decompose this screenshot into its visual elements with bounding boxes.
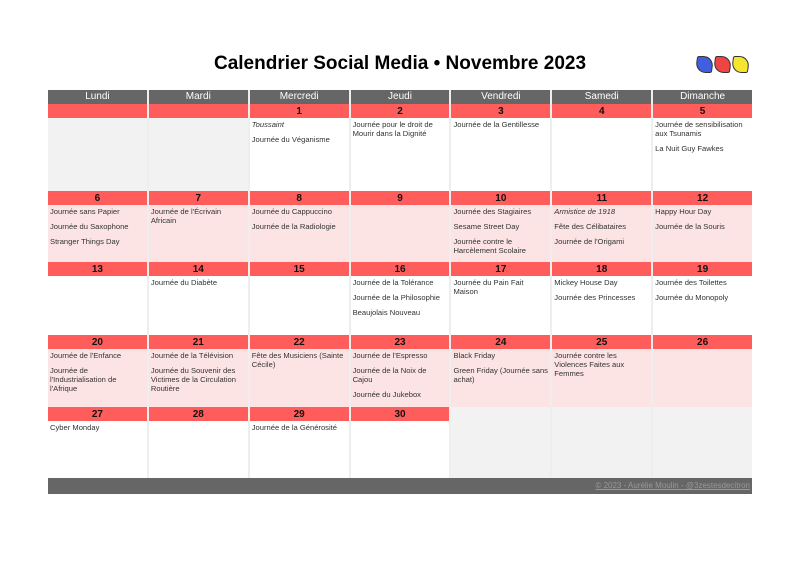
day-events xyxy=(250,349,349,407)
weekday-vendredi: Vendredi xyxy=(449,90,550,104)
day-number: 10 xyxy=(451,191,550,205)
event-item: Journée pour le droit de Mourir dans la Dignité xyxy=(352,120,433,138)
day-events xyxy=(653,276,752,335)
event-item: La Nuit Guy Fawkes xyxy=(655,144,724,153)
event-item: Journée du Monopoly xyxy=(655,293,729,302)
day-number: 21 xyxy=(149,335,248,349)
day-cell xyxy=(550,262,651,335)
day-cell xyxy=(248,104,349,191)
event-item: Happy Hour Day xyxy=(655,207,712,216)
week-row xyxy=(48,335,752,407)
day-events xyxy=(149,421,248,478)
day-events xyxy=(552,349,651,407)
day-body xyxy=(149,118,248,191)
day-number: 17 xyxy=(451,262,550,276)
weekday-lundi: Lundi xyxy=(85,91,110,102)
day-number: 18 xyxy=(552,262,651,276)
day-cell xyxy=(449,104,550,191)
day-cell xyxy=(349,191,450,262)
weekday-jeudi: Jeudi xyxy=(349,90,450,104)
day-cell xyxy=(349,407,450,478)
day-cell xyxy=(449,262,550,335)
day-cell xyxy=(651,191,752,262)
event-item: Journée de l'Origami xyxy=(554,237,625,246)
day-events xyxy=(48,349,147,407)
calendar xyxy=(48,90,752,494)
day-events xyxy=(149,349,248,407)
day-events xyxy=(250,276,349,335)
event-item: Journée contre le Harcèlement Scolaire xyxy=(453,237,527,255)
event-item: Journée de l'Enfance xyxy=(50,351,122,360)
day-events xyxy=(149,205,248,262)
weekday-mercredi: Mercredi xyxy=(248,90,349,104)
weekday-mardi: Mardi xyxy=(147,90,248,104)
event-item: Journée de la Tolérance xyxy=(352,278,434,287)
day-cell xyxy=(550,191,651,262)
event-item: Journée de la Générosité xyxy=(251,423,337,432)
day-cell xyxy=(550,335,651,407)
empty-day-cell xyxy=(550,407,651,478)
event-item: Stranger Things Day xyxy=(50,237,120,246)
yellow-leaf-icon xyxy=(731,56,750,73)
day-number: 5 xyxy=(653,104,752,118)
event-item: Journée de l'Industrialisation de l'Afrique xyxy=(50,366,117,393)
day-cell xyxy=(651,335,752,407)
event-item: Journée du Pain Fait Maison xyxy=(453,278,524,296)
red-leaf-icon xyxy=(713,56,732,73)
event-item: Mickey House Day xyxy=(554,278,618,287)
day-number: 20 xyxy=(48,335,147,349)
day-events xyxy=(351,349,450,407)
day-events xyxy=(250,118,349,191)
weekday-dimanche: Dimanche xyxy=(651,90,752,104)
day-number: 7 xyxy=(149,191,248,205)
day-number-bar xyxy=(48,104,147,118)
event-item: Black Friday xyxy=(453,351,496,360)
event-item: Journée du Souvenir des Victimes de la Circulation Routière xyxy=(150,366,236,393)
day-events xyxy=(351,276,450,335)
event-item: Journée sans Papier xyxy=(50,207,120,216)
day-cell xyxy=(147,407,248,478)
event-item: Journée des Toilettes xyxy=(655,278,727,287)
day-cell xyxy=(550,104,651,191)
event-item: Journée du Diabète xyxy=(150,278,218,287)
day-number: 11 xyxy=(552,191,651,205)
day-events xyxy=(250,421,349,478)
day-number-bar xyxy=(149,104,248,118)
day-events xyxy=(451,205,550,263)
day-events xyxy=(653,349,752,407)
event-item: Journée de la Souris xyxy=(655,222,725,231)
day-cell xyxy=(248,335,349,407)
day-number: 4 xyxy=(552,104,651,118)
day-cell xyxy=(248,191,349,262)
footer xyxy=(48,478,752,494)
empty-day-cell xyxy=(651,407,752,478)
event-item: Journée du Véganisme xyxy=(251,135,330,144)
day-events xyxy=(451,349,550,407)
day-number: 3 xyxy=(451,104,550,118)
event-item: Journée des Princesses xyxy=(554,293,636,302)
day-cell xyxy=(48,335,147,407)
day-events xyxy=(552,276,651,335)
day-number: 14 xyxy=(149,262,248,276)
day-number: 29 xyxy=(250,407,349,421)
day-cell xyxy=(48,262,147,335)
day-events xyxy=(250,205,349,262)
day-cell xyxy=(147,191,248,262)
day-number: 25 xyxy=(552,335,651,349)
day-number: 9 xyxy=(351,191,450,205)
event-item: Journée de sensibilisation aux Tsunamis xyxy=(655,120,743,138)
day-number: 30 xyxy=(351,407,450,421)
day-events xyxy=(351,205,450,262)
event-item: Fête des Musiciens (Sainte Cécile) xyxy=(251,351,344,369)
event-item: Journée du Saxophone xyxy=(50,222,129,231)
empty-day-cell xyxy=(48,104,147,191)
day-cell xyxy=(248,407,349,478)
day-cell xyxy=(48,407,147,478)
day-number: 8 xyxy=(250,191,349,205)
event-item: Cyber Monday xyxy=(50,423,100,432)
blue-leaf-icon xyxy=(695,56,714,73)
day-cell xyxy=(349,104,450,191)
day-number: 28 xyxy=(149,407,248,421)
weekday-header xyxy=(48,90,752,104)
event-item: Green Friday (Journée sans achat) xyxy=(453,366,548,384)
logo xyxy=(696,56,749,73)
day-number: 19 xyxy=(653,262,752,276)
day-cell xyxy=(449,335,550,407)
week-row xyxy=(48,262,752,335)
event-item: Journée du Cappuccino xyxy=(251,207,332,216)
day-number: 23 xyxy=(351,335,450,349)
event-item: Beaujolais Nouveau xyxy=(352,308,421,317)
day-number: 15 xyxy=(250,262,349,276)
day-events xyxy=(451,276,550,335)
day-events xyxy=(48,276,147,335)
weekday-samedi: Samedi xyxy=(550,90,651,104)
day-events xyxy=(552,205,651,262)
day-events xyxy=(552,118,651,191)
day-events xyxy=(149,276,248,335)
event-item: Journée de l'Écrivain Africain xyxy=(150,207,222,225)
day-cell xyxy=(147,335,248,407)
week-row xyxy=(48,407,752,478)
day-number: 27 xyxy=(48,407,147,421)
day-number: 22 xyxy=(250,335,349,349)
day-events xyxy=(351,118,450,191)
day-cell xyxy=(449,191,550,262)
event-item: Journée de la Philosophie xyxy=(352,293,440,302)
day-number: 26 xyxy=(653,335,752,349)
day-events xyxy=(653,205,752,262)
week-row xyxy=(48,191,752,262)
day-number: 2 xyxy=(351,104,450,118)
day-number: 1 xyxy=(250,104,349,118)
event-item: Journée de l'Espresso xyxy=(352,351,428,360)
day-number: 24 xyxy=(451,335,550,349)
event-item: Journée de la Gentillesse xyxy=(453,120,540,129)
day-events xyxy=(451,118,550,191)
event-item: Armistice de 1918 xyxy=(554,207,616,216)
event-item: Toussaint xyxy=(251,120,284,129)
day-cell xyxy=(349,262,450,335)
event-item: Journée des Stagiaires xyxy=(453,207,532,216)
day-cell xyxy=(48,191,147,262)
day-cell xyxy=(651,104,752,191)
week-row xyxy=(48,104,752,191)
event-item: Journée du Jukebox xyxy=(352,390,421,399)
event-item: Journée de la Télévision xyxy=(150,351,234,360)
day-number: 6 xyxy=(48,191,147,205)
event-item: Fête des Célibataires xyxy=(554,222,627,231)
day-number: 13 xyxy=(48,262,147,276)
day-cell xyxy=(147,262,248,335)
day-number: 16 xyxy=(351,262,450,276)
event-item: Journée de la Radiologie xyxy=(251,222,336,231)
empty-day-cell xyxy=(449,407,550,478)
empty-day-cell xyxy=(147,104,248,191)
day-events xyxy=(48,421,147,478)
event-item: Journée contre les Violences Faites aux Femmes xyxy=(554,351,625,378)
day-events xyxy=(351,421,450,478)
event-item: Sesame Street Day xyxy=(453,222,520,231)
day-events xyxy=(48,205,147,262)
day-cell xyxy=(651,262,752,335)
event-item: Journée de la Noix de Cajou xyxy=(352,366,427,384)
page-title: Calendrier Social Media • Novembre 2023 xyxy=(213,53,587,74)
day-cell xyxy=(248,262,349,335)
day-cell xyxy=(349,335,450,407)
day-events xyxy=(653,118,752,191)
day-number: 12 xyxy=(653,191,752,205)
copyright-link[interactable]: © 2023 - Aurélie Moulin - @3zestesdecitron xyxy=(595,481,750,490)
day-body xyxy=(48,118,147,191)
